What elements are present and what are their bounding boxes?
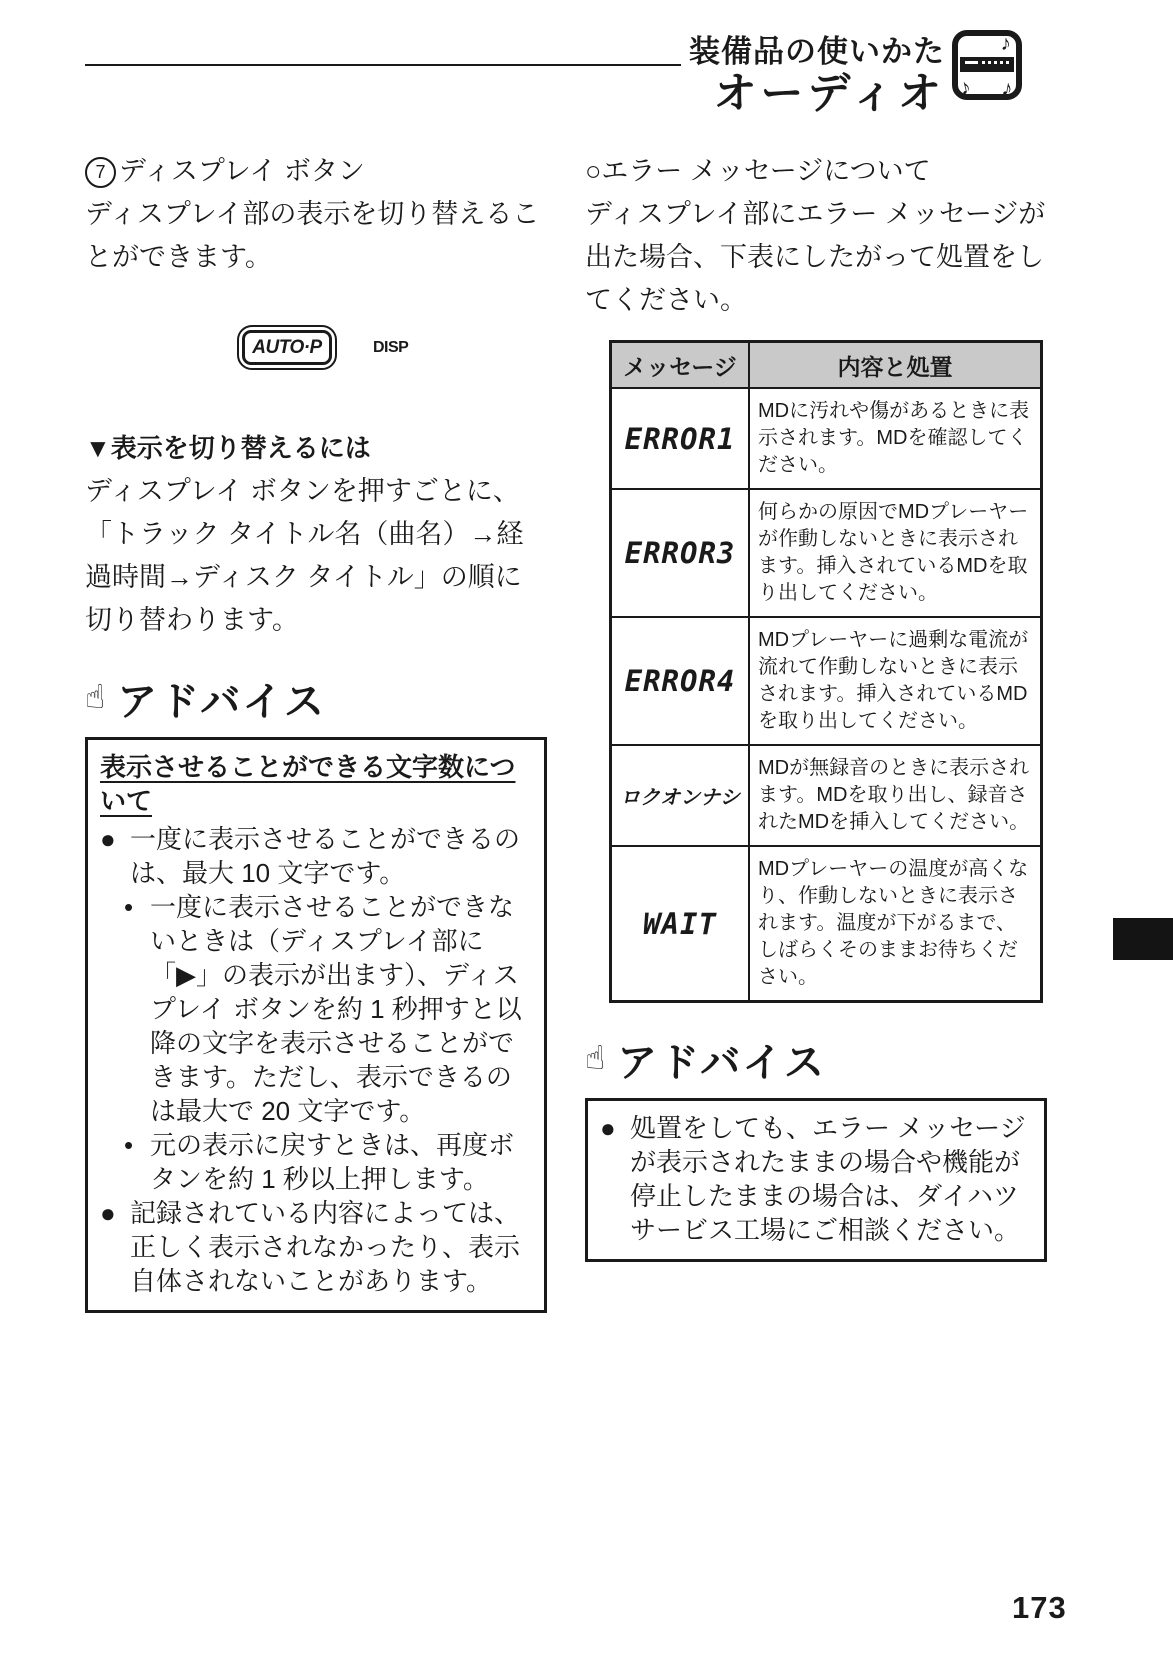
advice-item-text: 処置をしても、エラー メッセージが表示されたままの場合や機能が停止したままの場合は、ダイハツ サービス工場にご相談ください。 — [630, 1113, 1026, 1245]
column-header-action: 内容と処置 — [749, 342, 1042, 389]
bullet-icon: ● — [100, 824, 116, 854]
error-code-cell — [611, 617, 750, 745]
lcd-error-code: WAIT — [643, 906, 717, 941]
audio-music-notes-icon — [952, 30, 1022, 100]
error-description-cell: 何らかの原因でMDプレーヤーが作動しないときに表示されます。挿入されているMDを取り出してください。 — [749, 489, 1042, 617]
error-code-cell — [611, 745, 750, 846]
bullet-icon: ● — [100, 1198, 116, 1228]
switch-display-body: ディスプレイ ボタンを押すごとに、「トラック タイトル名（曲名）→経過時間→ディスク タイトル」の順に切り替わります。 — [85, 476, 524, 635]
bullet-icon: ● — [600, 1113, 616, 1143]
table-row — [611, 388, 1042, 489]
bullet-icon: • — [124, 1130, 134, 1160]
music-note-icon: ♪ — [999, 76, 1014, 101]
advice-box-title: 表示させることができる文字数について — [100, 752, 516, 816]
error-description-cell: MDに汚れや傷があるときに表示されます。MDを確認してください。 — [749, 388, 1042, 489]
circled-number-7: 7 — [85, 157, 116, 188]
lcd-error-code: ERROR1 — [624, 421, 736, 456]
music-note-icon: ♪ — [957, 75, 974, 100]
advice-box-right — [585, 1098, 1047, 1262]
switch-display-heading: ▼表示を切り替えるには — [85, 433, 371, 463]
display-button-body: ディスプレイ部の表示を切り替えることができます。 — [85, 199, 540, 272]
page-number: 173 — [1012, 1590, 1067, 1625]
auto-p-button-label: AUTO·P — [242, 330, 332, 365]
advice-item — [100, 822, 532, 890]
pointing-hand-icon: ☝ — [585, 1039, 608, 1076]
advice-item — [100, 1196, 532, 1298]
left-column — [85, 150, 547, 1313]
table-row — [611, 846, 1042, 1002]
advice-heading-right — [585, 1031, 1047, 1088]
column-header-message: メッセージ — [611, 342, 750, 389]
right-column — [585, 150, 1047, 1262]
table-row — [611, 617, 1042, 745]
error-description-cell: MDプレーヤーに過剰な電流が流れて作動しないときに表示されます。挿入されているMDを取り出してください。 — [749, 617, 1042, 745]
advice-box-left — [85, 737, 547, 1313]
table-row — [611, 489, 1042, 617]
error-message-body: ディスプレイ部にエラー メッセージが出た場合、下表にしたがって処置をしてください。 — [585, 199, 1046, 315]
error-message-table — [609, 340, 1043, 1003]
display-button-heading — [85, 150, 547, 193]
advice-sub-item — [100, 1128, 532, 1196]
header-section-label: 装備品の使いかた — [689, 34, 945, 69]
error-description-cell: MDが無録音のときに表示されます。MDを取り出し、録音されたMDを挿入してください。 — [749, 745, 1042, 846]
error-description-cell: MDプレーヤーの温度が高くなり、作動しないときに表示されます。温度が下がるまで、しばらくそのままお待ちください。 — [749, 846, 1042, 1002]
lcd-error-code: ERROR3 — [624, 536, 736, 570]
button-illustration — [237, 325, 547, 370]
error-code-cell — [611, 388, 750, 489]
advice-item-text: 一度に表示させることができないときは（ディスプレイ部に「▶」の表示が出ます）、ディスプレイ ボタンを約 1 秒押すと以降の文字を表示させることができます。ただし、表示できるのは最大で 20 文字です。 — [150, 892, 522, 1126]
lcd-error-code: ERROR4 — [624, 664, 736, 698]
pointing-hand-icon: ☝ — [85, 678, 108, 715]
advice-item-text: 元の表示に戻すときは、再度ボタンを約 1 秒以上押します。 — [150, 1130, 515, 1194]
page-title: オーディオ — [713, 70, 945, 118]
lcd-error-code: ロクオンナシ — [620, 785, 740, 809]
car-stereo-bar-icon — [960, 57, 1014, 72]
display-button-heading-text: ディスプレイ ボタン — [119, 156, 365, 186]
error-message-heading: ○エラー メッセージについて — [585, 156, 931, 186]
error-code-cell — [611, 489, 750, 617]
advice-heading-left — [85, 670, 547, 727]
disp-label: DISP — [373, 338, 409, 356]
advice-heading-label: アドバイス — [117, 680, 326, 724]
advice-item-text: 一度に表示させることができるのは、最大 10 文字です。 — [130, 824, 521, 888]
advice-sub-item — [100, 890, 532, 1128]
advice-item — [600, 1111, 1032, 1247]
table-row — [611, 745, 1042, 846]
bullet-icon: • — [124, 892, 134, 922]
table-header-row — [611, 342, 1042, 389]
error-code-cell — [611, 846, 750, 1002]
advice-heading-label: アドバイス — [617, 1041, 826, 1085]
advice-item-text: 記録されている内容によっては、正しく表示されなかったり、表示自体されないことがあります。 — [130, 1198, 521, 1296]
section-index-tab — [1113, 918, 1173, 960]
auto-p-button-illustration — [237, 325, 337, 370]
music-note-icon: ♪ — [1000, 32, 1011, 55]
